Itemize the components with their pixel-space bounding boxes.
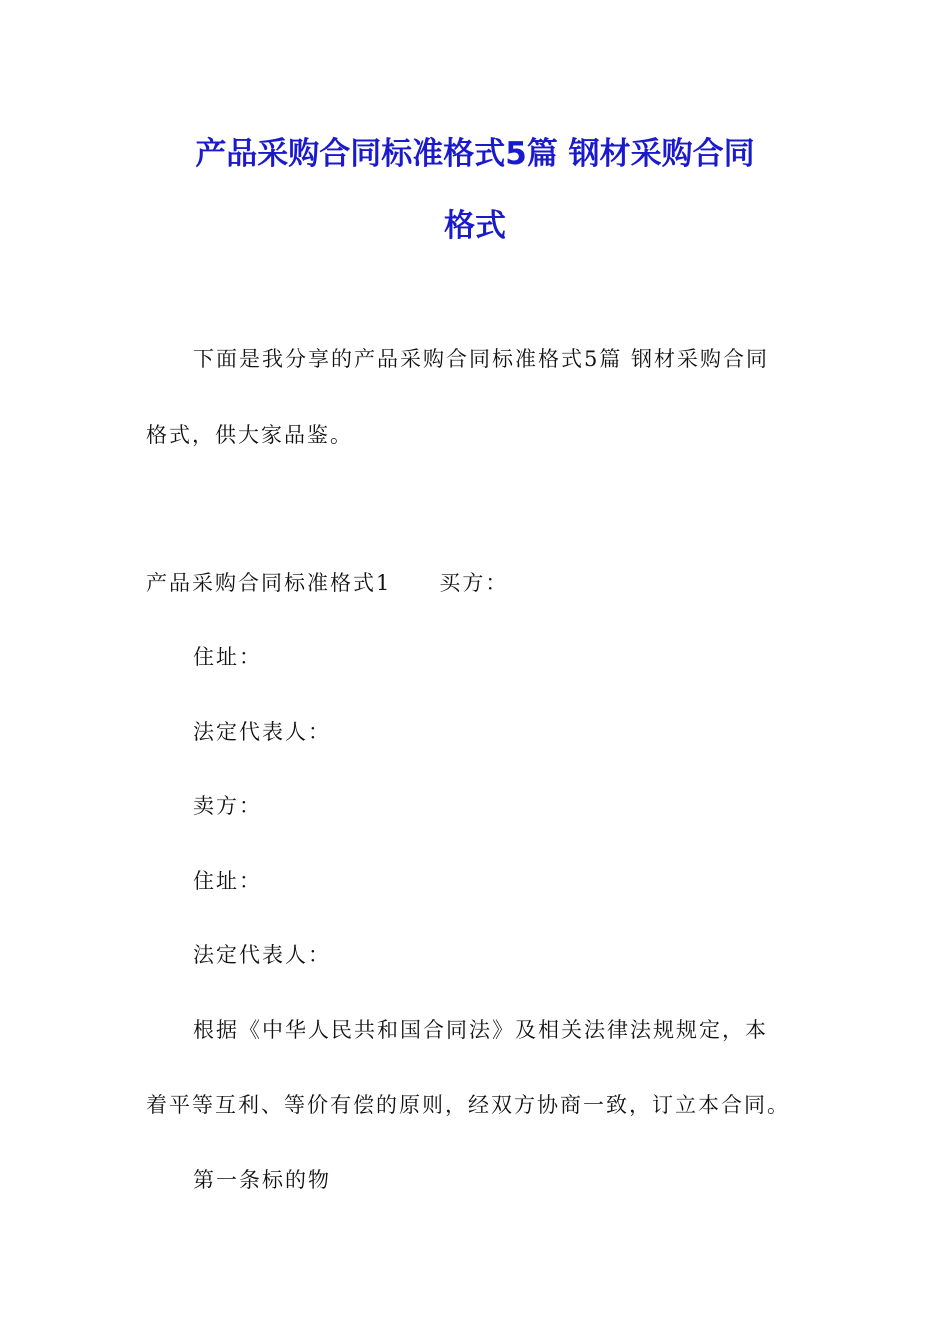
intro-paragraph-line-2: 格式，供大家品鉴。 [146,423,353,447]
document-title-line-1: 产品采购合同标准格式5篇 钢材采购合同 [195,136,755,172]
article-1-heading: 第一条标的物 [193,1168,331,1192]
seller-label: 卖方： [193,794,262,818]
section-heading-row [146,568,508,598]
basis-paragraph-line-2: 着平等互利、等价有偿的原则，经双方协商一致，订立本合同。 [146,1093,790,1117]
buyer-address-label: 住址： [193,645,262,669]
basis-paragraph-line-1: 根据《中华人民共和国合同法》及相关法律法规规定，本 [193,1018,768,1042]
intro-paragraph-line-1: 下面是我分享的产品采购合同标准格式5篇 钢材采购合同 [193,347,770,371]
seller-address-label: 住址： [193,869,262,893]
buyer-label: 买方： [439,571,509,595]
document-title-line-2: 格式 [444,208,506,244]
section-heading: 产品采购合同标准格式1 [146,571,392,595]
buyer-representative-label: 法定代表人： [193,720,331,744]
seller-representative-label: 法定代表人： [193,943,331,967]
